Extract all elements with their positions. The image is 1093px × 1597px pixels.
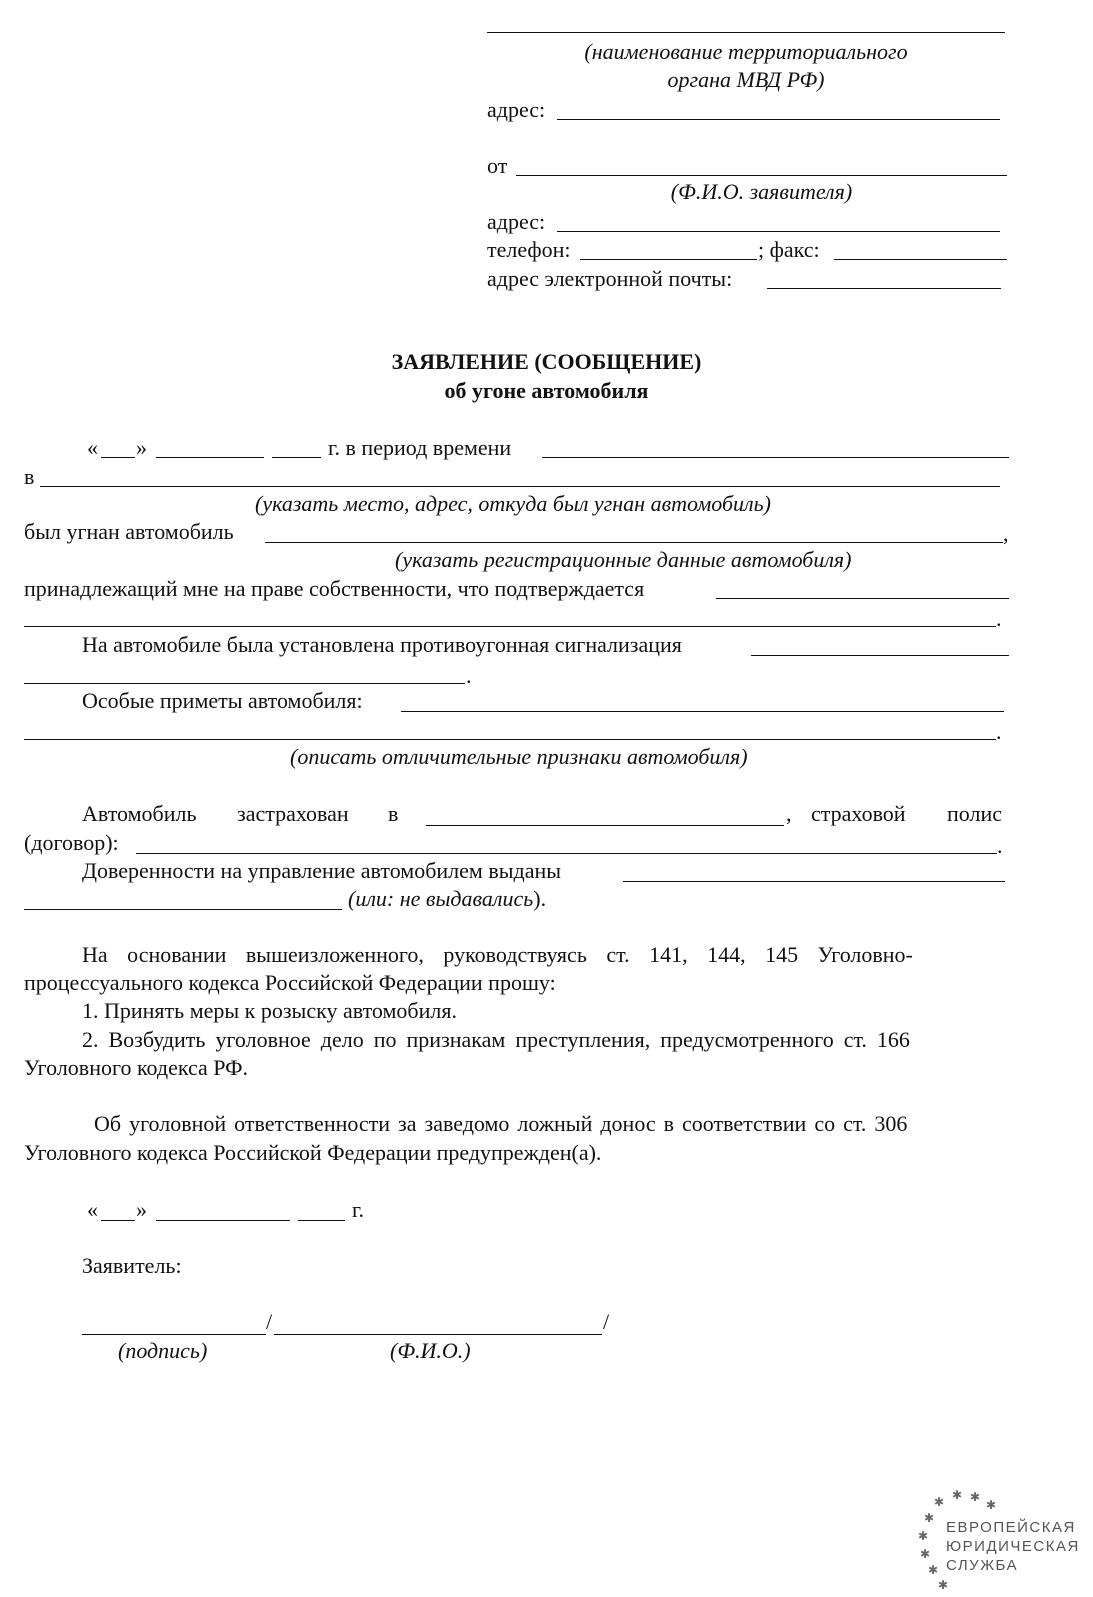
closing-month-blank bbox=[156, 1220, 290, 1221]
proxy-alt-text: (или: не выдавались bbox=[348, 886, 534, 911]
logo-line-2: ЮРИДИЧЕСКАЯ bbox=[946, 1538, 1080, 1555]
insured-w5: полис bbox=[947, 801, 1002, 826]
fio-caption: (Ф.И.О.) bbox=[390, 1338, 471, 1363]
applicant-address-blank bbox=[557, 231, 1000, 232]
date-open-quote: « bbox=[87, 435, 98, 460]
logo-star-icon: ✱ bbox=[920, 1547, 931, 1561]
logo-star-icon: ✱ bbox=[918, 1529, 929, 1543]
period-text: г. в период времени bbox=[328, 435, 512, 460]
proxy-text: Доверенности на управление автомобилем выданы bbox=[82, 858, 562, 883]
proxy-blank bbox=[623, 881, 1005, 882]
fax-label: ; факс: bbox=[758, 237, 820, 262]
request-1: 1. Принять меры к розыску автомобиля. bbox=[82, 998, 457, 1023]
date-month-blank bbox=[156, 457, 264, 458]
fio-slash: / bbox=[603, 1309, 610, 1334]
from-label: от bbox=[487, 153, 508, 178]
phone-label: телефон: bbox=[487, 237, 571, 262]
signature-slash: / bbox=[266, 1309, 273, 1334]
ownership-blank-2 bbox=[24, 626, 996, 627]
org-caption-2: органа МВД РФ) bbox=[667, 67, 825, 92]
document-subtitle: об угоне автомобиля bbox=[444, 378, 649, 403]
logo-star-icon: ✱ bbox=[986, 1498, 997, 1512]
in-label: в bbox=[24, 464, 35, 489]
proxy-end: ). bbox=[533, 886, 547, 911]
signs-caption: (описать отличительные признаки автомобиля) bbox=[290, 744, 748, 769]
date-close-quote: » bbox=[136, 435, 147, 460]
contract-text: (договор): bbox=[24, 830, 119, 855]
logo-star-icon: ✱ bbox=[928, 1563, 939, 1577]
signs-period: . bbox=[996, 719, 1002, 744]
closing-day-blank bbox=[101, 1220, 135, 1221]
period-blank bbox=[542, 457, 1009, 458]
logo-star-icon: ✱ bbox=[924, 1511, 935, 1525]
basis-line-2: процессуального кодекса Российской Федерации прошу: bbox=[24, 970, 556, 995]
closing-date-open-quote: « bbox=[87, 1197, 98, 1222]
place-blank bbox=[40, 486, 1000, 487]
place-caption: (указать место, адрес, откуда был угнан автомобиль) bbox=[255, 491, 771, 516]
signs-text: Особые приметы автомобиля: bbox=[82, 688, 363, 713]
applicant-label: Заявитель: bbox=[82, 1253, 182, 1278]
basis-line-1-text: На основании вышеизложенного, руководствуясь ст. 141, 144, 145 Уголовно- bbox=[82, 942, 913, 967]
liability-line-2: Уголовного кодекса Российской Федерации предупрежден(а). bbox=[24, 1140, 602, 1165]
email-label: адрес электронной почты: bbox=[487, 266, 733, 291]
basis-line-1 bbox=[82, 941, 1009, 969]
alarm-text: На автомобиле была установлена противоугонная сигнализация bbox=[82, 632, 682, 657]
policy-period: . bbox=[997, 833, 1003, 858]
logo-star-icon: ✱ bbox=[970, 1490, 981, 1504]
car-blank bbox=[265, 542, 1003, 543]
org-address-blank bbox=[557, 119, 1000, 120]
logo-line-3: СЛУЖБА bbox=[946, 1557, 1019, 1574]
request-2-line-1: 2. Возбудить уголовное дело по признакам преступления, предусмотренного ст. 166 bbox=[82, 1027, 910, 1052]
applicant-name-blank bbox=[516, 175, 1007, 176]
org-caption-1: (наименование территориального bbox=[584, 39, 908, 64]
car-comma: , bbox=[1003, 521, 1009, 546]
insured-w3: в bbox=[388, 801, 399, 826]
alarm-blank bbox=[751, 655, 1009, 656]
logo-star-icon: ✱ bbox=[952, 1488, 963, 1502]
date-year-blank bbox=[272, 457, 321, 458]
logo-line-1: ЕВРОПЕЙСКАЯ bbox=[946, 1519, 1076, 1536]
closing-year-blank bbox=[298, 1220, 345, 1221]
signs-blank-2 bbox=[24, 739, 996, 740]
alarm-blank-2 bbox=[24, 683, 465, 684]
owned-text: принадлежащий мне на праве собственности, что подтверждается bbox=[24, 576, 645, 601]
liability-line-1: Об уголовной ответственности за заведомо ложный донос в соответствии со ст. 306 bbox=[94, 1111, 908, 1136]
closing-date-close-quote: » bbox=[136, 1197, 147, 1222]
logo-star-icon: ✱ bbox=[934, 1495, 945, 1509]
fax-blank bbox=[834, 259, 1007, 260]
policy-blank bbox=[136, 853, 997, 854]
org-name-blank bbox=[487, 32, 1005, 33]
fio-blank bbox=[274, 1334, 602, 1335]
date-day-blank bbox=[101, 457, 135, 458]
ownership-period: . bbox=[996, 606, 1002, 631]
document-title: ЗАЯВЛЕНИЕ (СООБЩЕНИЕ) bbox=[391, 349, 702, 374]
alarm-period: . bbox=[466, 663, 472, 688]
phone-blank bbox=[580, 259, 757, 260]
closing-year-label: г. bbox=[352, 1197, 365, 1222]
applicant-address-label: адрес: bbox=[487, 209, 546, 234]
insurer-blank bbox=[426, 825, 784, 826]
org-address-label: адрес: bbox=[487, 97, 546, 122]
ownership-blank bbox=[716, 598, 1009, 599]
reg-caption: (указать регистрационные данные автомобиля) bbox=[395, 547, 852, 572]
signs-blank bbox=[401, 711, 1004, 712]
signature-caption: (подпись) bbox=[118, 1338, 208, 1363]
insured-w4: , страховой bbox=[786, 801, 906, 826]
proxy-alt bbox=[348, 885, 546, 913]
stolen-text: был угнан автомобиль bbox=[24, 519, 234, 544]
applicant-caption: (Ф.И.О. заявителя) bbox=[670, 179, 853, 204]
logo-star-icon: ✱ bbox=[938, 1578, 949, 1592]
proxy-blank-2 bbox=[24, 909, 342, 910]
insured-w2: застрахован bbox=[237, 801, 349, 826]
insured-w1: Автомобиль bbox=[82, 801, 197, 826]
signature-blank bbox=[82, 1334, 266, 1335]
request-2-line-2: Уголовного кодекса РФ. bbox=[24, 1055, 249, 1080]
email-blank bbox=[767, 288, 1001, 289]
